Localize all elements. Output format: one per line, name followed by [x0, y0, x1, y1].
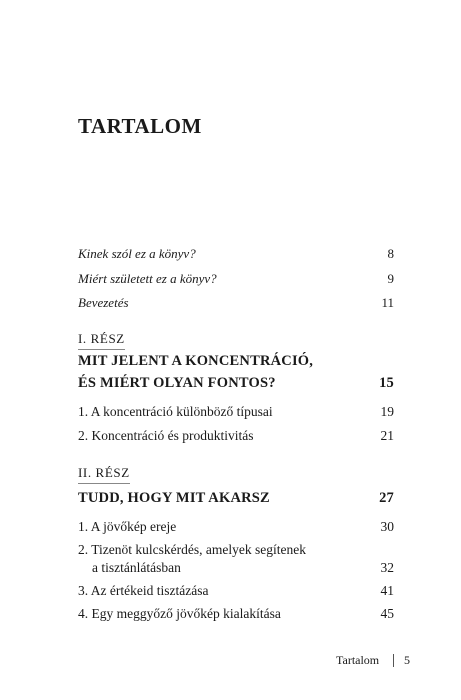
page-number: 5: [404, 653, 410, 667]
toc-entry-label: 2. Koncentráció és produktivitás: [78, 428, 254, 443]
toc-entry-page: 30: [380, 519, 394, 534]
toc-entry-label: 4. Egy meggyőző jövőkép kialakítása: [78, 606, 281, 621]
toc-entry-label: Miért született ez a könyv?: [78, 271, 217, 286]
toc-entry-page: 19: [380, 404, 394, 419]
part-title-line: TUDD, HOGY MIT AKARSZ: [78, 490, 270, 506]
footer-section-label: Tartalom: [336, 653, 380, 667]
part-title-line: ÉS MIÉRT OLYAN FONTOS?: [78, 375, 276, 391]
toc-entry-label: 3. Az értékeid tisztázása: [78, 583, 209, 598]
toc-entry-page: 45: [380, 606, 394, 621]
toc-entry-page: 9: [387, 271, 394, 286]
toc-entry-label: Bevezetés: [78, 295, 129, 310]
part-title-line: MIT JELENT A KONCENTRÁCIÓ,: [78, 353, 314, 369]
toc-entry-label: 2. Tizenöt kulcskérdés, amelyek segítenek: [78, 542, 306, 557]
toc-entry-page: 11: [381, 295, 394, 310]
toc-entry-label: Kinek szól ez a könyv?: [78, 246, 196, 261]
toc-entry-page: 32: [380, 560, 394, 575]
toc-entry-page: 8: [387, 246, 394, 261]
part-label: I. RÉSZ: [78, 331, 125, 350]
part-label: II. RÉSZ: [78, 465, 130, 484]
page-title: TARTALOM: [78, 114, 202, 138]
toc-entry-label: a tisztánlátásban: [92, 560, 181, 575]
toc-entry-page: 27: [379, 490, 394, 506]
toc-entry-page: 21: [380, 428, 394, 443]
toc-entry-page: 41: [380, 583, 394, 598]
toc-entry-page: 15: [379, 375, 394, 391]
toc-entry-label: 1. A jövőkép ereje: [78, 519, 177, 534]
footer-divider: [393, 654, 394, 667]
toc-entry-label: 1. A koncentráció különböző típusai: [78, 404, 273, 419]
